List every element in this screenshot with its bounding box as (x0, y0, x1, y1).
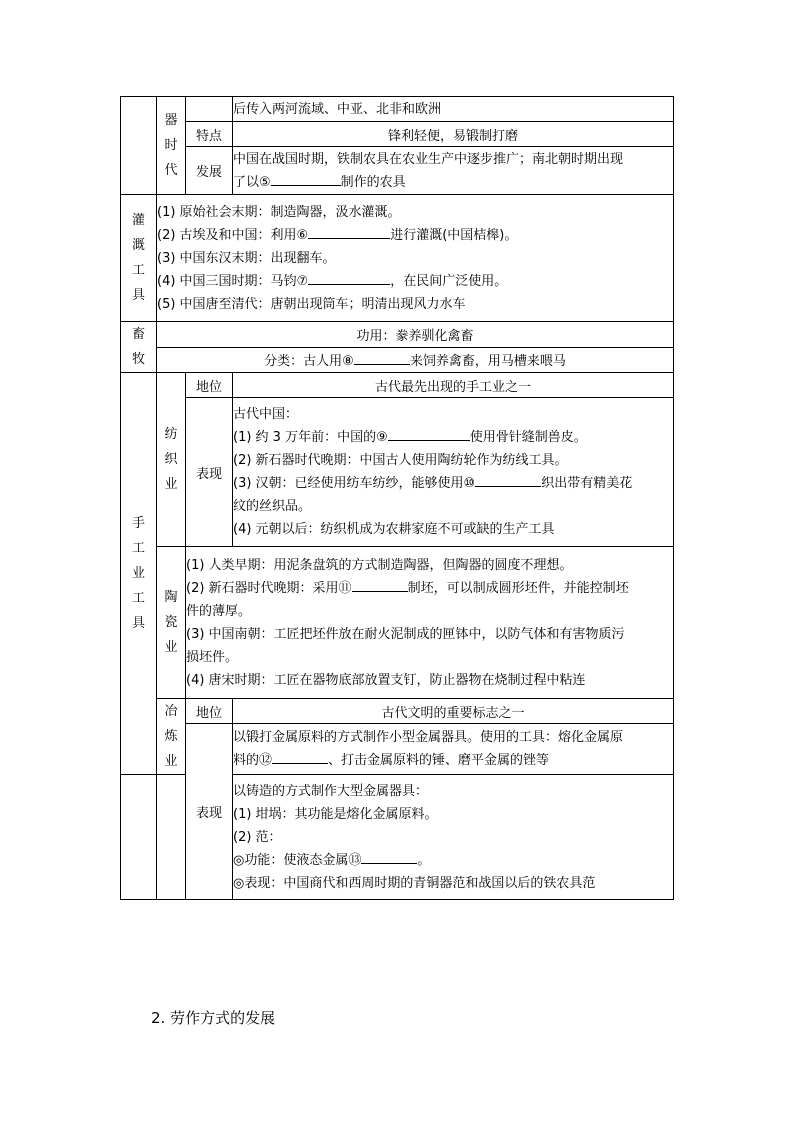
text-span: 进行灌溉(中国桔槔)。 (390, 227, 518, 243)
smelting-status-text: 古代文明的重要标志之一 (233, 699, 674, 724)
text-span: (4) 中国三国时期：马钧⑦ (157, 273, 309, 289)
smelting-cast-text (233, 775, 674, 900)
develop-label: 发展 (186, 147, 233, 195)
text-span: ◎功能：使液态金属⑬ (233, 852, 362, 868)
textile-line: 古代中国： (233, 407, 299, 422)
textile-label: 纺 织 业 (157, 373, 186, 547)
trait-text: 锋利轻便，易锻制打磨 (233, 122, 674, 147)
develop-line: 中国在战国时期，铁制农具在农业生产中逐步推广；南北朝时期出现 (233, 151, 624, 167)
text-span: 制作的农具 (340, 174, 406, 190)
textile-line (233, 426, 673, 449)
smelting-perf-label: 表现 (186, 724, 233, 900)
livestock-function: 功用：豢养驯化禽畜 (157, 322, 674, 348)
forge-line: 以锻打金属原料的方式制作小型金属器具。使用的工具：熔化金属原 (233, 730, 624, 745)
develop-line (233, 171, 673, 194)
textile-line (233, 472, 673, 495)
blank-sub-cell (157, 775, 186, 900)
section-heading: 2. 劳作方式的发展 (151, 1009, 276, 1027)
livestock-class (157, 347, 674, 373)
ceramics-line: 件的薄厚。 (186, 603, 252, 619)
textile-line: (2) 新石器时代晚期：中国古人使用陶纺轮作为纺线工具。 (233, 453, 568, 468)
empty-label-cell (186, 97, 233, 122)
ceramics-line: (4) 唐宋时期：工匠在器物底部放置支钉，防止器物在烧制过程中粘连 (186, 672, 586, 688)
cast-line: 以铸造的方式制作大型金属器具： (233, 783, 429, 799)
text-span: 。 (417, 852, 431, 868)
text-span: (1) 约 3 万年前：中国的⑨ (233, 430, 388, 445)
blank-10 (475, 472, 541, 487)
text-span: 、打击金属原料的锤、磨平金属的锉等 (328, 753, 550, 768)
text-span: (2) 古埃及和中国：利用⑥ (157, 227, 309, 243)
blank-6 (308, 224, 390, 239)
trait-label: 特点 (186, 122, 233, 147)
textile-perf-text (233, 398, 674, 547)
textile-line: (4) 元朝以后：纺织机成为农耕家庭不可或缺的生产工具 (233, 522, 555, 537)
irrigation-line (157, 224, 673, 247)
cast-line (233, 849, 673, 872)
text-span: 使用骨针缝制兽皮。 (469, 430, 587, 445)
text-span: (2) 新石器时代晚期：采用⑪ (186, 580, 352, 596)
blank-category-cell (121, 775, 157, 900)
text-span: 了以⑤ (233, 174, 271, 190)
blank-7 (308, 270, 390, 285)
develop-text (233, 147, 674, 195)
ceramics-text (186, 547, 674, 699)
textile-status-label: 地位 (186, 373, 233, 398)
ceramics-label: 陶 瓷 业 (157, 547, 186, 699)
cast-line: ◎表现：中国商代和西周时期的青铜器范和战国以后的铁农具范 (233, 875, 596, 891)
text-span: 制坯，可以制成圆形坯件，并能控制坯 (407, 580, 629, 596)
ceramics-line: (3) 中国南朝：工匠把坯件放在耐火泥制成的匣钵中，以防气体和有害物质污 (186, 626, 625, 642)
cast-line: (1) 坩埚：其功能是熔化金属原料。 (233, 806, 438, 822)
smelting-status-label: 地位 (186, 699, 233, 724)
forge-line (233, 749, 673, 772)
irrigation-line (157, 270, 673, 293)
handicraft-label: 手 工 业 工 具 (121, 373, 157, 775)
irrigation-label: 灌 溉 工 具 (121, 195, 157, 322)
blank-5 (271, 171, 341, 186)
text-span: (3) 汉朝：已经使用纺车纺纱，能够使用⑩ (233, 476, 476, 491)
smelting-forge-text (233, 724, 674, 775)
textile-status-text: 古代最先出现的手工业之一 (233, 373, 674, 398)
blank-13 (361, 849, 417, 864)
text-span: 分类：古人用⑧ (264, 354, 354, 370)
blank-9 (388, 426, 470, 441)
irrigation-line: (1) 原始社会末期：制造陶器，汲水灌溉。 (157, 204, 401, 220)
iron-age-label: 器 时 代 (157, 97, 186, 195)
ceramics-line: 损坯件。 (186, 649, 239, 665)
blank-category-cell (121, 97, 157, 195)
blank-8 (354, 350, 410, 365)
text-span: 料的⑫ (233, 753, 273, 768)
irrigation-line: (3) 中国东汉末期：出现翻车。 (157, 250, 336, 266)
text-span: 来饲养禽畜，用马槽来喂马 (409, 354, 566, 370)
text-span: ，在民间广泛使用。 (390, 273, 508, 289)
textile-line: 纹的丝织品。 (233, 499, 312, 514)
ceramics-line: (1) 人类早期：用泥条盘筑的方式制造陶器，但陶器的圆度不理想。 (186, 557, 573, 573)
cast-line: (2) 范： (233, 829, 282, 845)
textile-perf-label: 表现 (186, 398, 233, 547)
livestock-label: 畜 牧 (121, 322, 157, 373)
blank-11 (352, 577, 408, 592)
smelting-label: 冶 炼 业 (157, 699, 186, 775)
ceramics-line (186, 577, 673, 600)
text-span: 织出带有精美花 (541, 476, 633, 491)
blank-12 (272, 749, 328, 764)
tools-table (120, 96, 674, 900)
irrigation-text (157, 195, 674, 322)
irrigation-line: (5) 中国唐至清代：唐朝出现筒车；明清出现风力水车 (157, 296, 466, 312)
iron-spread-text: 后传入两河流域、中亚、北非和欧洲 (233, 97, 674, 122)
